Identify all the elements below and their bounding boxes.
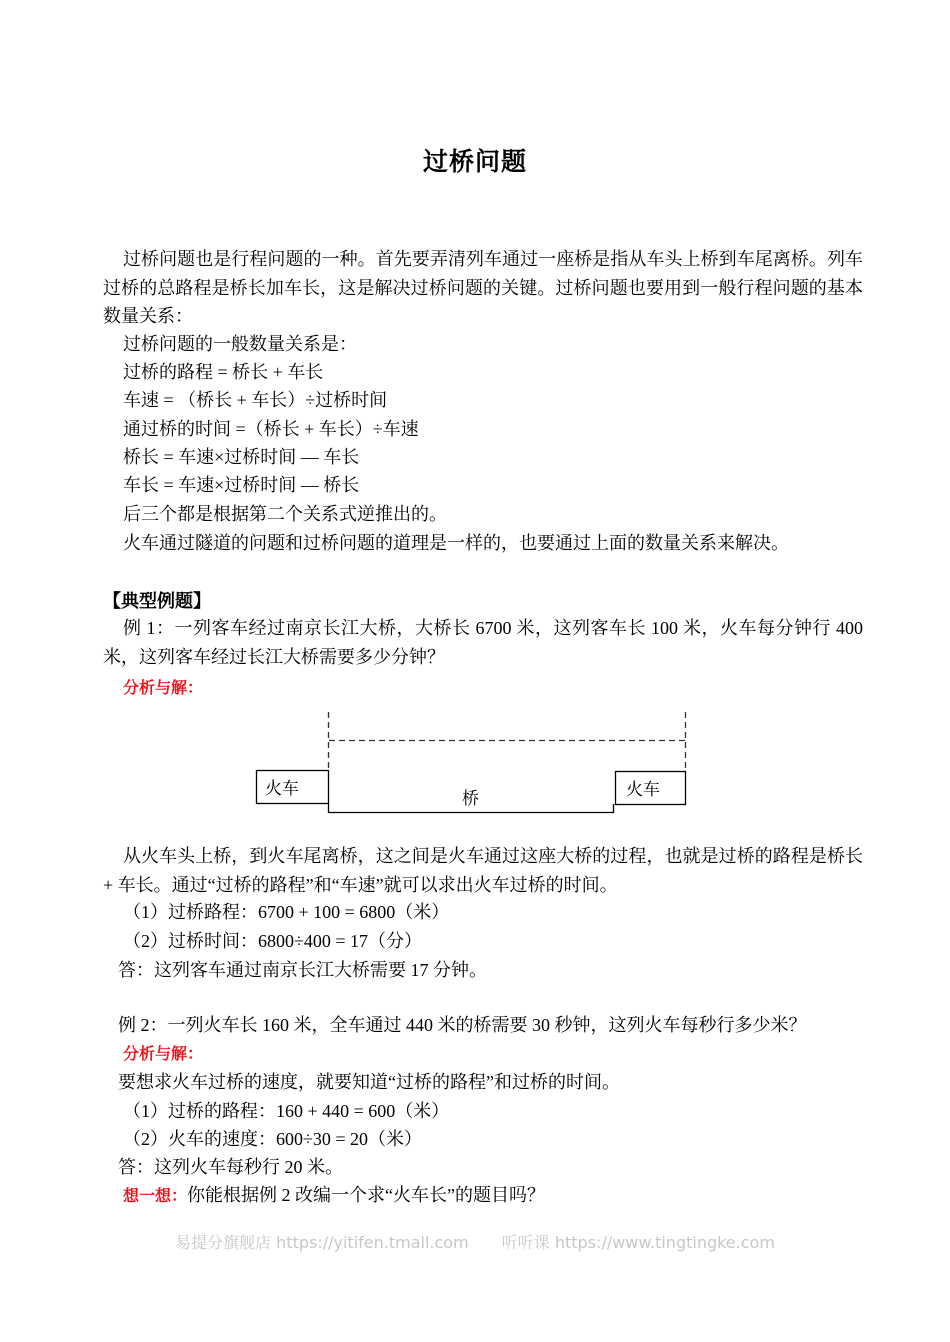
example2-answer: 答：这列火车每秒行 20 米。 bbox=[118, 1157, 343, 1177]
think-label: 想一想： bbox=[123, 1186, 188, 1205]
intro-note: 后三个都是根据第二个关系式逆推出的。 bbox=[123, 504, 447, 524]
formula-bridge-length: 桥长 = 车速×过桥时间 — 车长 bbox=[123, 447, 360, 467]
example2-step-1: （1）过桥的路程：160 + 440 = 600（米） bbox=[123, 1101, 450, 1121]
example2-question: 例 2：一列火车长 160 米，全车通过 440 米的桥需要 30 秒钟，这列火车每秒行多少米？ bbox=[118, 1015, 807, 1035]
formula-train-length: 车长 = 车速×过桥时间 — 桥长 bbox=[123, 475, 360, 495]
example1-step-2: （2）过桥时间：6800÷400 = 17（分） bbox=[123, 931, 423, 951]
formula-time: 通过桥的时间 =（桥长 + 车长）÷车速 bbox=[123, 419, 419, 439]
example2-step-2: （2）火车的速度：600÷30 = 20（米） bbox=[123, 1129, 423, 1149]
example1-answer: 答：这列客车通过南京长江大桥需要 17 分钟。 bbox=[118, 960, 487, 980]
formula-speed: 车速 = （桥长 + 车长）÷过桥时间 bbox=[123, 390, 388, 410]
example2-analysis-label: 分析与解： bbox=[123, 1044, 204, 1063]
example1-explanation: 从火车头上桥，到火车尾离桥，这之间是火车通过这座大桥的过程，也就是过桥的路程是桥长 + 车长。通过“过桥的路程”和“车速”就可以求出火车过桥的时间。 bbox=[103, 846, 863, 895]
example1-question: 例 1：一列客车经过南京长江大桥，大桥长 6700 米，这列客车长 100 米，火车每分钟行 400 米，这列客车经过长江大桥需要多少分钟？ bbox=[103, 618, 863, 667]
think-text: 你能根据例 2 改编一个求“火车长”的题目吗？ bbox=[187, 1185, 545, 1205]
formula-distance: 过桥的路程 = 桥长 + 车长 bbox=[123, 362, 324, 382]
footer-left-link[interactable]: 易提分旗舰店 https://yitifen.tmall.com bbox=[175, 1233, 469, 1252]
example1-analysis-label: 分析与解： bbox=[123, 678, 204, 697]
example2-explanation: 要想求火车过桥的速度，就要知道“过桥的路程”和过桥的时间。 bbox=[118, 1072, 620, 1092]
footer-watermark bbox=[0, 1230, 950, 1253]
page-title: 过桥问题 bbox=[422, 147, 527, 176]
section-heading: 【典型例题】 bbox=[103, 591, 211, 612]
example2-think bbox=[123, 1181, 545, 1210]
example1-step-1: （1）过桥路程：6700 + 100 = 6800（米） bbox=[123, 902, 450, 922]
intro-line: 过桥问题的一般数量关系是： bbox=[123, 334, 357, 354]
footer-right-link[interactable]: 听听课 https://www.tingtingke.com bbox=[501, 1233, 775, 1252]
intro-tunnel-note: 火车通过隧道的问题和过桥问题的道理是一样的，也要通过上面的数量关系来解决。 bbox=[123, 533, 789, 553]
bridge-label: 桥 bbox=[462, 789, 479, 809]
intro-paragraph: 过桥问题也是行程问题的一种。首先要弄清列车通过一座桥是指从车头上桥到车尾离桥。列车过桥的总路程是桥长加车长，这是解决过桥问题的关键。过桥问题也要用到一般行程问题的基本数量关系： bbox=[103, 249, 863, 326]
train-left-label: 火车 bbox=[265, 779, 299, 799]
train-right-label: 火车 bbox=[626, 780, 660, 800]
